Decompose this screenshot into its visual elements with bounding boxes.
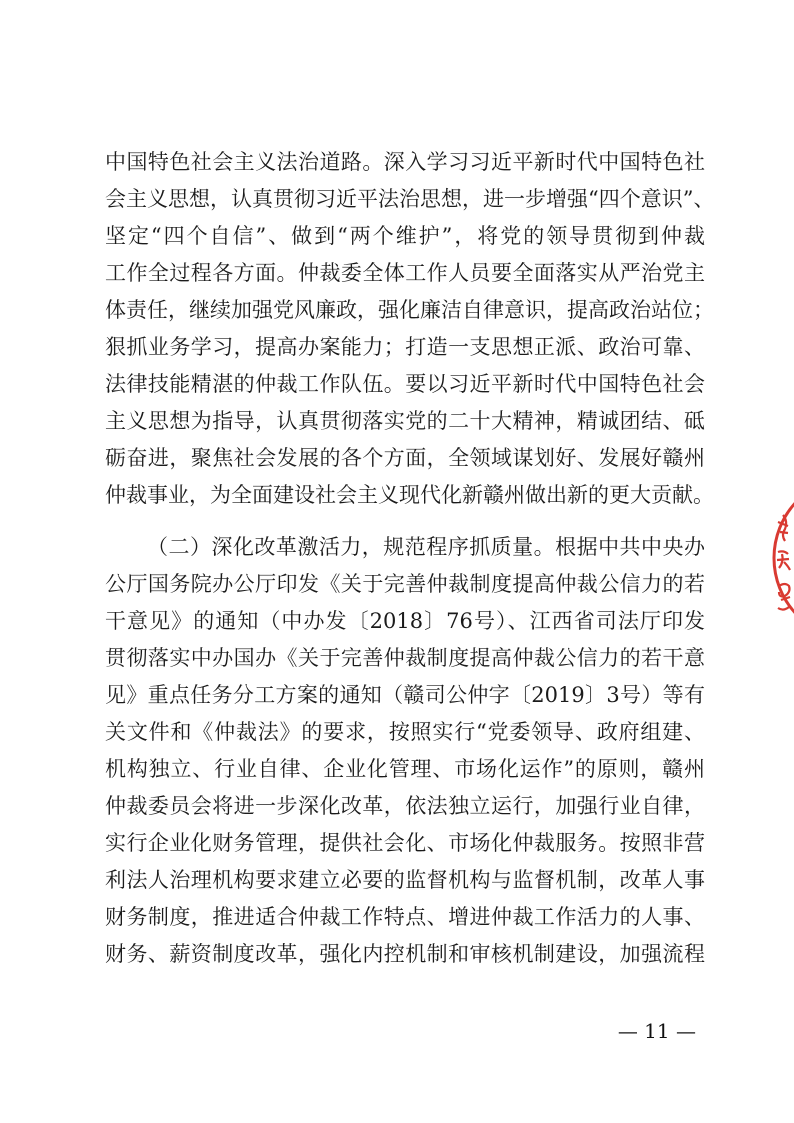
page-number: — 11 — xyxy=(617,1019,696,1043)
paragraph-2-line: 见》重点任务分工方案的通知（赣司公仲字〔2019〕3号）等有 xyxy=(105,683,705,707)
paragraph-1-line: 砺奋进，聚焦社会发展的各个方面，全领域谋划好、发展好赣州 xyxy=(105,446,705,470)
seal-stamp-graphic xyxy=(764,470,794,645)
paragraph-2-line: 财务、薪资制度改革，强化内控机制和审核机制建设，加强流程 xyxy=(105,942,705,966)
paragraph-2-line: 财务制度，推进适合仲裁工作特点、增进仲裁工作活力的人事、 xyxy=(105,905,705,929)
paragraph-2-line: 干意见》的通知（中办发〔2018〕76号）、江西省司法厅印发 xyxy=(105,609,705,633)
paragraph-2 xyxy=(105,529,705,973)
paragraph-2-line: 关文件和《仲裁法》的要求，按照实行“党委领导、政府组建、 xyxy=(105,720,705,744)
paragraph-2-line: 实行企业化财务管理，提供社会化、市场化仲裁服务。按照非营 xyxy=(105,831,705,855)
paragraph-1-line: 工作全过程各方面。仲裁委全体工作人员要全面落实从严治党主 xyxy=(105,261,705,285)
seal-stamp-icon xyxy=(764,470,794,645)
paragraph-2-line: 机构独立、行业自律、企业化管理、市场化运作”的原则，赣州 xyxy=(105,757,705,781)
paragraph-1-line: 会主义思想，认真贯彻习近平法治思想，进一步增强“四个意识”、 xyxy=(105,187,715,211)
paragraph-1-line: 法律技能精湛的仲裁工作队伍。要以习近平新时代中国特色社会 xyxy=(105,372,705,396)
seal-glyph xyxy=(777,551,790,570)
paragraph-2-line: 公厅国务院办公厅印发《关于完善仲裁制度提高仲裁公信力的若 xyxy=(105,572,705,596)
paragraph-1-line: 中国特色社会主义法治道路。深入学习习近平新时代中国特色社 xyxy=(105,150,705,174)
paragraph-2-line: （二）深化改革激活力，规范程序抓质量。根据中共中央办 xyxy=(147,535,705,559)
paragraph-1-line: 狠抓业务学习，提高办案能力；打造一支思想正派、政治可靠、 xyxy=(105,335,705,359)
paragraph-1-line: 仲裁事业，为全面建设社会主义现代化新赣州做出新的更大贡献。 xyxy=(105,483,714,507)
paragraph-1-line: 体责任，继续加强党风廉政，强化廉洁自律意识，提高政治站位； xyxy=(105,298,714,322)
paragraph-1-line: 主义思想为指导，认真贯彻落实党的二十大精神，精诚团结、砥 xyxy=(105,409,705,433)
seal-ring xyxy=(774,476,794,640)
paragraph-1-line: 坚定“四个自信”、做到“两个维护”，将党的领导贯彻到仲裁 xyxy=(105,224,705,248)
paragraph-2-line: 仲裁委员会将进一步深化改革，依法独立运行，加强行业自律， xyxy=(105,794,705,818)
paragraph-2-line: 贯彻落实中办国办《关于完善仲裁制度提高仲裁公信力的若干意 xyxy=(105,646,705,670)
paragraph-1 xyxy=(105,144,715,514)
paragraph-2-line: 利法人治理机构要求建立必要的监督机构与监督机制，改革人事 xyxy=(105,868,705,892)
